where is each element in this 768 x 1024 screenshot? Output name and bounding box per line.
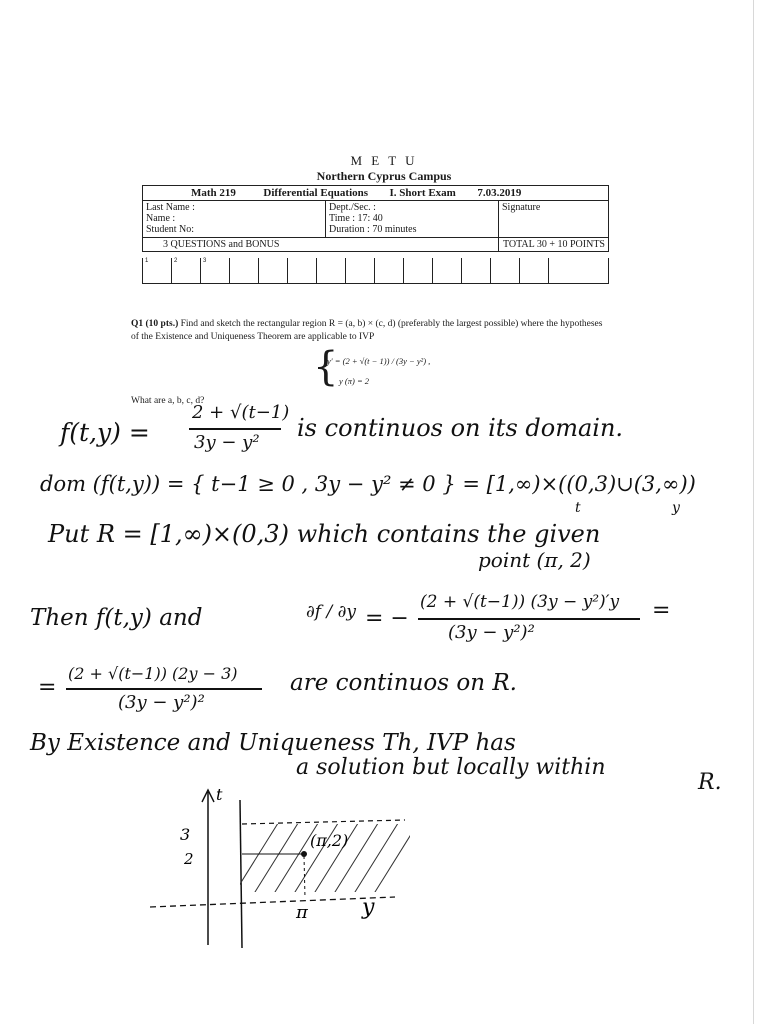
answer-line1-num: 2 + √(t−1) [192,402,290,423]
score-cell-1: 1 [143,258,172,283]
score-cell-4 [230,258,259,283]
question-what: What are a, b, c, d? [131,396,205,406]
score-cell-6 [288,258,317,283]
ivp-brace: { [313,344,339,390]
score-cell-13 [491,258,520,283]
boundary-t1 [240,800,242,948]
questions-label: 3 QUESTIONS and BONUS [143,238,499,252]
exam-header-table [142,185,609,252]
answer-line2-y: y [672,500,680,516]
course-name: Differential Equations [263,187,369,199]
sketch-tick-pi: π [296,902,308,923]
answer-line5-pre: = [38,675,57,700]
boundary-y3 [242,820,405,824]
exam-date: 7.03.2019 [477,187,522,199]
answer-line3: Put R = [1,∞)×(0,3) which contains the given [48,520,601,548]
score-cell-8 [346,258,375,283]
horizontal-axis [150,897,395,907]
score-cell-11 [433,258,462,283]
sketch-tick-3: 3 [180,825,191,844]
answer-line2-t: t [575,500,581,516]
time-label: Time : 17: 40 [329,213,383,224]
question-body: Find and sketch the rectangular region R = (a, b) × (c, d) (preferably the largest possible) where the hypotheses of the Existence and Uniqueness Theorem are applicable to IVP [131,319,603,342]
ivp-equation: y′ = (2 + √(t − 1)) / (3y − y²) , [327,356,431,366]
answer-line7: a solution but locally within [296,755,606,780]
answer-line2: dom (f(t,y)) = { t−1 ≥ 0 , 3y − y² ≠ 0 } = [1,∞)×((0,3)∪(3,∞)) [40,472,696,496]
score-cell-3: 3 [201,258,230,283]
score-cell-5 [259,258,288,283]
sketch-axis-t: t [216,785,223,804]
signature-cell [499,201,609,238]
answer-line3b: point (π, 2) [478,548,591,572]
answer-line5-rest: are continuos on R. [290,670,517,696]
student-no-label: Student No: [146,224,195,235]
score-cell-10 [404,258,433,283]
sketch-tick-2: 2 [184,850,194,868]
score-cell-2: 2 [172,258,201,283]
university-title: M E T U [350,153,418,168]
signature-label: Signature [502,202,541,213]
answer-line5-den: (3y − y²)² [118,692,205,713]
answer-line5-num: (2 + √(t−1)) (2y − 3) [68,664,238,683]
answer-line4-end: = [652,598,671,623]
score-cell-15 [549,258,578,283]
ivp-system [313,344,431,392]
answer-line8: R. [698,770,722,795]
answer-line6: By Existence and Uniqueness Th, IVP has [30,730,516,756]
score-cell-7 [317,258,346,283]
answer-line4-dfdy: ∂f / ∂y [306,602,357,622]
score-cell-14 [520,258,549,283]
answer-line1-lhs: f(t,y) = [60,418,150,447]
answer-line1-den: 3y − y² [194,432,260,453]
sketch-point-label: (π,2) [310,831,349,850]
exam-info-cell [326,201,499,238]
course-code: Math 219 [191,187,236,199]
score-cell-12 [462,258,491,283]
region-sketch [150,780,410,950]
answer-line4-a: Then f(t,y) and [30,605,203,631]
ivp-initial-condition: y (π) = 2 [339,376,370,386]
sketch-axis-y: y [362,895,375,920]
score-cell-9 [375,258,404,283]
campus-title: Northern Cyprus Campus [316,169,452,183]
dept-label: Dept./Sec. : [329,202,376,213]
answer-line4-num: (2 + √(t−1)) (3y − y²)′y [420,592,620,612]
question-label: Q1 (10 pts.) [131,319,179,329]
last-name-label: Last Name : [146,202,195,213]
name-label: Name : [146,213,176,224]
course-row [143,186,609,201]
fraction-bar-2 [418,618,640,620]
answer-line4-b: = − [365,606,409,631]
student-info-cell [143,201,326,238]
question-text [131,318,611,344]
duration-label: Duration : 70 minutes [329,224,417,235]
answer-line1-rest: is continuos on its domain. [297,414,624,442]
score-grid [142,258,609,284]
total-points-label: TOTAL 30 + 10 POINTS [499,238,609,252]
initial-point [301,851,307,857]
answer-line4-den: (3y − y²)² [448,622,535,643]
exam-name: I. Short Exam [389,187,456,199]
fraction-bar-3 [66,688,262,690]
fraction-bar-1 [189,428,281,430]
